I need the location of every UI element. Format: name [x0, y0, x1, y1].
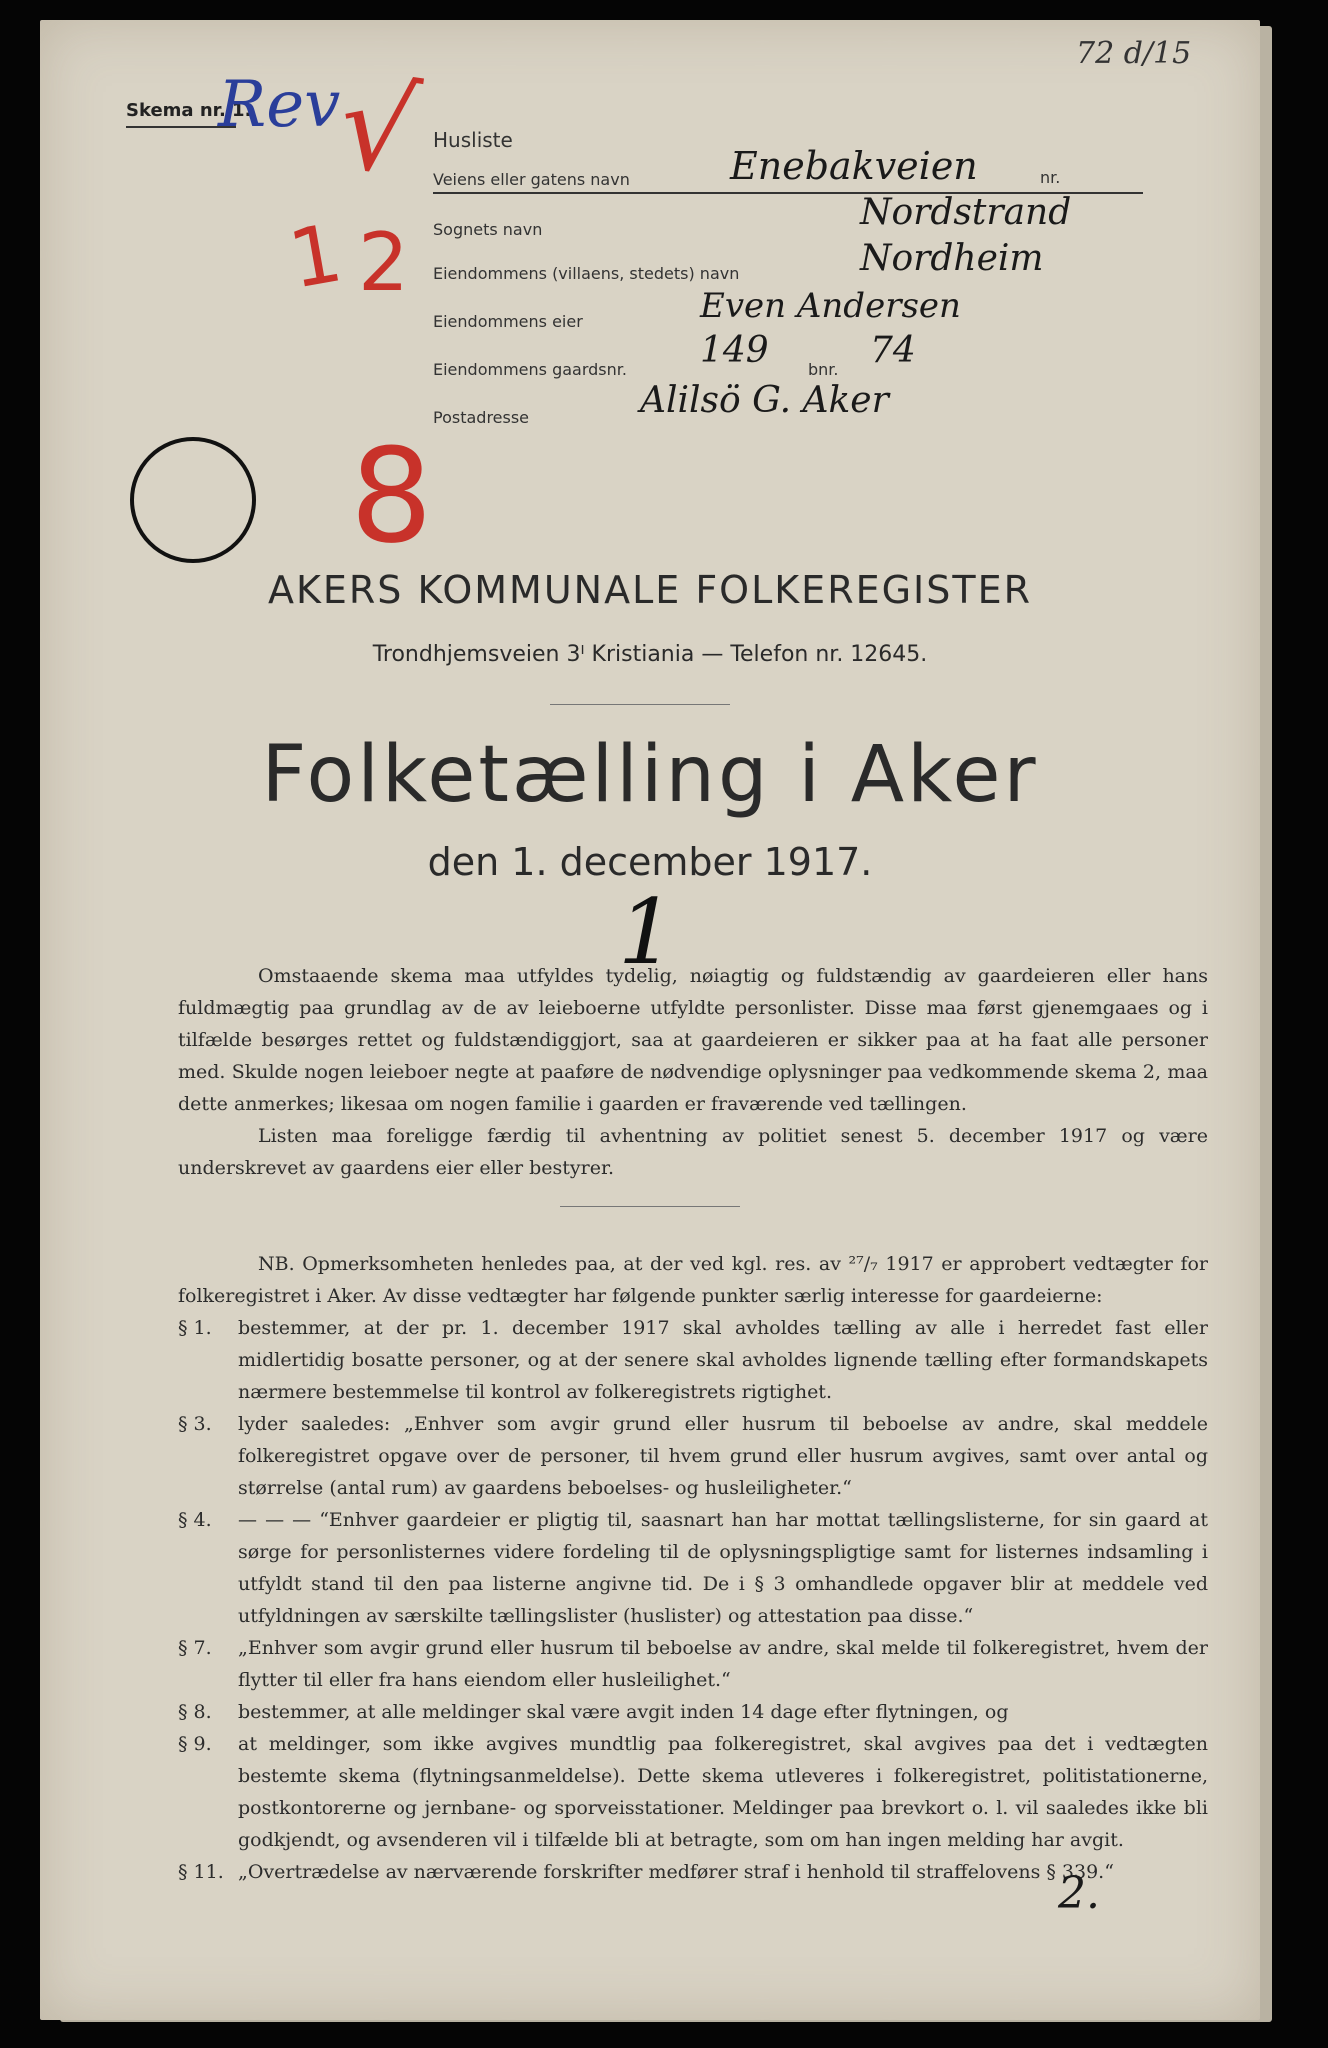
document-page [40, 20, 1260, 2020]
section-item [178, 1696, 1208, 1728]
org-heading: AKERS KOMMUNALE FOLKEREGISTER [267, 568, 1033, 612]
handwritten-number: 1 [618, 880, 676, 985]
divider [550, 704, 730, 705]
field-label-owner: Eiendommens eier [433, 312, 583, 331]
field-value-street: Enebakveien [730, 144, 978, 188]
org-address: Trondhjemsveien 3ᴵ Kristiania — Telefon nr. 12645. [372, 642, 928, 667]
section-text: — — — “Enhver gaardeier er pligtig til, saasnart han har mottat tællingslisterne, for sin gaard at sørge for personlisternes videre fordeling til de oplysningspligtige samt for listernes indsamling i utfyldt stand til den paa listerne angivne tid. De i § 3 omhandlede opgaver blir at meddele ved utfyldningen av særskilte tællingslister (huslister) og attestation paa disse.“ [238, 1509, 1208, 1627]
field-label-parish: Sognets navn [433, 220, 543, 239]
section-text: „Enhver som avgir grund eller husrum til beboelse av andre, skal melde til folkeregistret, hvem der flytter til eller fra hans eiendom eller husleilighet.“ [238, 1637, 1208, 1691]
skema-label: Skema nr. 1. [126, 100, 252, 121]
field-value-bnr: 74 [870, 330, 916, 371]
section-item [178, 1408, 1208, 1504]
section-number: § 11. [178, 1861, 224, 1883]
red-mark-8: 8 [350, 420, 433, 572]
nb-section [178, 1248, 1208, 1888]
divider [560, 1206, 740, 1207]
red-mark-1: 1 [282, 206, 349, 307]
handwritten-rev: Rev [218, 68, 341, 142]
section-text: lyder saaledes: „Enhver som avgir grund eller husrum til beboelse av andre, skal meddele folkeregistret opgave over de personer, til hvem grund eller husrum avgives, samt over antal og størrelse (antal rum) av gaardens beboelses- og husleiligheter.“ [238, 1413, 1208, 1499]
census-date: den 1. december 1917. [427, 840, 873, 884]
instructions-paragraph-1: Omstaaende skema maa utfyldes tydelig, nøiagtig og fuldstændig av gaardeieren eller hans fuldmægtig paa grundlag av de av leieboerne utfyldte personlister. Disse maa først gjenemgaaes og i tilfælde besørges rettet og fuldstændiggjort, saa at gaardeieren er sikker paa at ha faat alle personer med. Skulde nogen leieboer negte at paaføre de nødvendige oplysninger paa vedkommende skema 2, maa dette anmerkes; likesaa om nogen familie i gaarden er fraværende ved tællingen. [178, 965, 1208, 1115]
section-number: § 9. [178, 1733, 212, 1755]
field-label-street: Veiens eller gatens navn [433, 170, 630, 189]
section-number: § 8. [178, 1701, 212, 1723]
field-value-owner: Even Andersen [700, 286, 961, 326]
section-number: § 7. [178, 1637, 212, 1659]
section-item [178, 1728, 1208, 1856]
field-label-property-name: Eiendommens (villaens, stedets) navn [433, 264, 740, 283]
instructions [178, 960, 1208, 1184]
section-text: at meldinger, som ikke avgives mundtlig paa folkeregistret, skal avgives paa det i vedtægten bestemte skema (flytningsanmeldelse). Dette skema utleveres i folkeregistret, politistationerne, postkontorerne og jernbane- og sporveisstationer. Meldinger paa brevkort o. l. vil saaledes ikke bli godkjendt, og avsenderen vil i tilfælde bli at betragte, som om han ingen melding har avgit. [238, 1733, 1208, 1851]
footer-mark: 2. [1058, 1868, 1100, 1919]
field-label-gaardsnr: Eiendommens gaardsnr. [433, 360, 627, 379]
main-title: Folketælling i Aker [261, 730, 1039, 820]
stamp-circle [130, 437, 256, 563]
instructions-paragraph-2: Listen maa foreligge færdig til avhentning av politiet senest 5. december 1917 og være underskrevet av gaardens eier eller bestyrer. [178, 1125, 1208, 1179]
field-value-gaardsnr: 149 [700, 330, 769, 371]
section-item [178, 1856, 1208, 1888]
section-item [178, 1504, 1208, 1632]
section-text: bestemmer, at der pr. 1. december 1917 skal avholdes tælling av alle i herredet fast eller midlertidig bosatte personer, og at der senere skal avholdes lignende tælling efter formandskapets nærmere bestemmelse til kontrol av folkeregistrets rigtighet. [238, 1317, 1208, 1403]
field-label-postal: Postadresse [433, 408, 530, 427]
section-item [178, 1312, 1208, 1408]
section-number: § 4. [178, 1509, 212, 1531]
field-value-postal: Alilsö G. Aker [640, 380, 889, 421]
corner-note: 72 d/15 [1076, 36, 1192, 71]
red-check-mark: √ [330, 55, 426, 204]
section-text: bestemmer, at alle meldinger skal være avgit inden 14 dage efter flytningen, og [238, 1701, 1009, 1723]
nb-intro: NB. Opmerksomheten henledes paa, at der ved kgl. res. av ²⁷/₇ 1917 er approbert vedtægter for folkeregistret i Aker. Av disse vedtægter har følgende punkter særlig interesse for gaardeierne: [178, 1253, 1208, 1307]
field-suffix-nr: nr. [1040, 168, 1061, 187]
section-number: § 3. [178, 1413, 212, 1435]
form-title: Husliste [433, 128, 513, 152]
field-value-property-name: Nordheim [860, 238, 1044, 279]
field-value-parish: Nordstrand [860, 192, 1072, 233]
field-label-bnr: bnr. [808, 360, 839, 379]
red-mark-2: 2 [358, 216, 409, 309]
section-text: „Overtrædelse av nærværende forskrifter medfører straf i henhold til straffelovens § 339.“ [238, 1861, 1114, 1883]
section-item [178, 1632, 1208, 1696]
section-number: § 1. [178, 1317, 212, 1339]
